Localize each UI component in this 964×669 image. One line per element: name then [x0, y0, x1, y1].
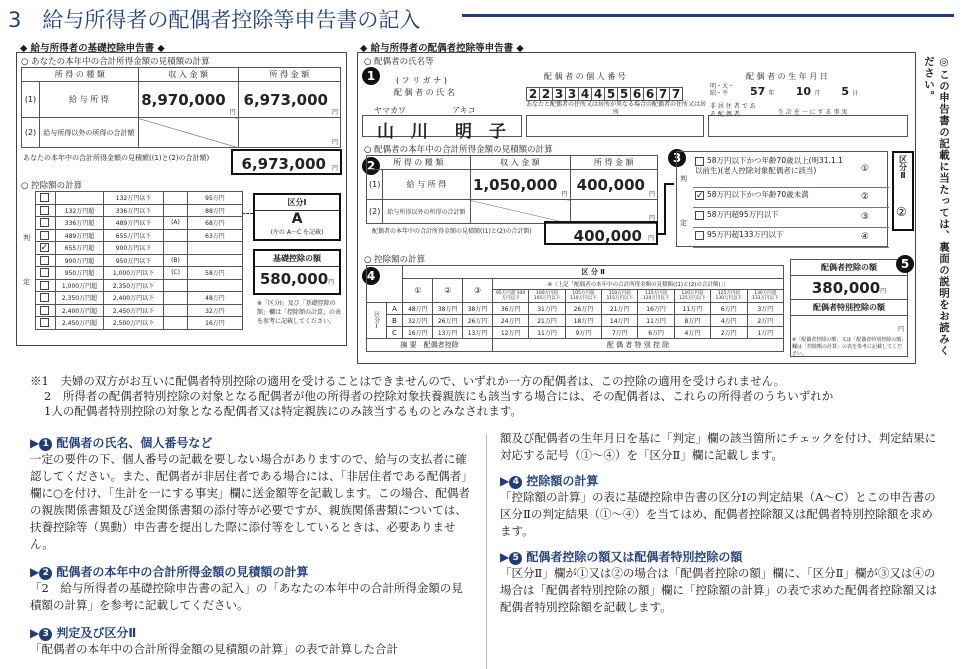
calc-row — [36, 292, 243, 305]
hantei-no: ② — [860, 192, 869, 202]
row-no: (2) — [367, 200, 383, 224]
vertical-note: ◎この申告書の記載に当たっては、裏面の説明をお読みください。 — [923, 56, 950, 357]
calc-value: 26万円 — [463, 315, 493, 327]
note-3: 1人の配偶者特別控除の対象となる配偶者又は特定親族にのみ該当するものとみなされます。 — [44, 404, 522, 418]
calc-row — [367, 303, 784, 315]
name-label: 配 偶 者 の 氏 名 — [394, 88, 455, 97]
section-2-title: 配偶者の本年中の合計所得金額の見積額の計算 — [56, 565, 309, 579]
section-4-title: 控除額の計算 — [526, 474, 599, 488]
calc-value: 4万円 — [674, 327, 710, 339]
marker-5: 5 — [896, 255, 914, 273]
page-title: 3 給与所得者の配偶者控除等申告書の記入 — [8, 8, 421, 32]
calc-upper: 2,500万円以下 — [104, 317, 164, 330]
marker-3: 3 — [668, 149, 686, 167]
section-5-body: 「区分Ⅱ」欄が①又は②の場合は「配偶者控除の額」欄に、「区分Ⅱ」欄が③又は④の場合は「配偶者特別控除の額」欄に「控除額の計算」の表で求めた配偶者控除額又は配偶者特別控除額を記載します。 — [500, 566, 937, 614]
calc-upper: 950万円以下 — [104, 254, 164, 267]
calc-deduct: 68万円 — [188, 217, 243, 230]
kubun1-value: A — [291, 211, 303, 227]
calc-class: (B) — [164, 254, 188, 267]
left-calc-table — [35, 191, 243, 330]
kojin-digit: 3 — [552, 87, 566, 101]
calc-value: 14万円 — [602, 315, 638, 327]
calc-row — [36, 317, 243, 330]
kubun1-box[interactable] — [253, 193, 341, 241]
calc-value: 2万円 — [711, 327, 747, 339]
calc-checkbox[interactable] — [40, 231, 49, 240]
tokubetsu-field[interactable] — [791, 316, 907, 336]
tokubetsu-label: 配偶者特別控除の額 — [791, 300, 907, 316]
calc-value: 48万円 — [403, 303, 433, 315]
kojin-digit: 7 — [656, 87, 670, 101]
calc-value: 2万円 — [747, 315, 784, 327]
address-field[interactable] — [526, 115, 704, 137]
calc-checkbox[interactable] — [40, 293, 49, 302]
calc-value: 26万円 — [433, 315, 463, 327]
calc-upper: 2,400万円以下 — [104, 292, 164, 305]
calc-value: 11万円 — [674, 303, 710, 315]
kojin-digit: 6 — [630, 87, 644, 101]
calc-value: 16万円 — [403, 327, 433, 339]
seikei-field[interactable] — [708, 115, 908, 137]
calc-row — [36, 204, 243, 217]
calc-row — [36, 229, 243, 242]
calc-upper: 1,000万円以下 — [104, 267, 164, 280]
section-1-body: 一定の要件の下、個人番号の記載を要しない場合がありますので、給与の支払者に確認してください。また、配偶者が非居住者である場合には、「非居住者である配偶者」欄に○を付け、「生計を一にする事実」欄に送金額等を記載します。この場合、配偶者の親族関係書類及び送金関係書類の添付等が必要ですが、親族関係書類については、扶養控除等（異動）申告書を提出した際に添付等をしているときは、必要ありません。 — [30, 452, 473, 551]
calc-upper: 2,450万円以下 — [104, 304, 164, 317]
kojin-number-field[interactable] — [526, 83, 682, 102]
calc-class — [164, 304, 188, 317]
right-est-table — [366, 155, 658, 224]
calc-upper: 2,350万円以下 — [104, 279, 164, 292]
calc-range: 950万円超 — [56, 267, 104, 280]
calc-row — [36, 217, 243, 230]
calc-value: 32万円 — [403, 315, 433, 327]
col-header: 収 入 金 額 — [470, 156, 570, 170]
left-total-amount: 6,973,000 — [241, 155, 326, 173]
era-options[interactable]: 明・大・昭・平 — [710, 83, 735, 97]
deduction-box — [790, 259, 908, 357]
sp-amount-value[interactable]: 400,000 — [576, 175, 645, 194]
section-3-heading: ▶ 3 判定及び区分Ⅱ — [30, 626, 137, 640]
seikei-label: 生 計 を 一 に す る 事 実 — [778, 109, 848, 116]
birth-label: 配 偶 者 の 生 年 月 日 — [746, 72, 828, 81]
hantei-text: 95万円超133万円以下 — [707, 230, 784, 239]
left-total-label: あなたの本年中の合計所得金額の見積額((1)と(2)の合計額) — [23, 154, 210, 162]
section-4-body: 「控除額の計算」の表に基礎控除申告書の区分Ⅰの判定結果（A～C）とこの申告書の区分Ⅱの判定結果（①～④）を当てはめ、配偶者控除額又は配偶者特別控除額を求めます。 — [500, 490, 936, 538]
kiso-note: ※「区分Ⅰ」及び「基礎控除の額」欄は「控除額の計算」の表を参考に記載してください。 — [257, 300, 342, 325]
note-2: 2 所得者の配偶者特別控除の対象となる配偶者が他の所得者の控除対象扶養親族にも該当する場合には、その配偶者は、これらの所得者のうちいずれか — [44, 389, 834, 403]
calc-subcol: 110万円超 115万円以下 — [602, 290, 638, 303]
title-rule — [462, 14, 954, 17]
left-form: ○ あなたの本年中の合計所得金額の見積額の計算 所 得 の 種 類 収 入 金 額 所 得 金 額 (1) 給 与 所 得 8,970,000 円 6,973,000 円 (2) 給与所得以外の所得の合計額 円 あなたの本年中の合計所得金額の見積額((1)と(2)の合計額) 6,973,000 円 ○ 控除額の計算 判 定 132万円以下 95万円 132万円超 336万円以下 88万円 336万円超 489万円以下 (A) 68万円 489万円超 655万円以下 63万円 ✓ 655万円超 900万円以下 900万円超 950万円以下 (B) 950万円超 1,000万円以下 (C) 58万円 1,000万円超 2,350万円以下 2,350万円超 2,400万円以下 48万円 2,400万円超 2,450万円以下 32万円 2,450万円超 2,500万円以下 16万円 区分Ⅰ A (左の A～C を記載) 基礎控除の額 580,000円 ※「区分Ⅰ」及び「基礎控除の額」欄は「控除額の計算」の表を参考に記載してください。 — [16, 52, 347, 346]
marker-4-small: 4 — [509, 476, 522, 489]
yen: 円 — [331, 139, 338, 146]
calc-row — [36, 304, 243, 317]
calc-class — [164, 242, 188, 255]
right-calc-grid — [366, 265, 784, 352]
hantei-checkbox[interactable] — [695, 211, 704, 220]
kubun1-label: 区分Ⅰ — [255, 195, 339, 211]
haigu-label: 配偶者控除の額 — [791, 260, 907, 276]
calc-class — [164, 192, 188, 205]
side-han: 判 — [23, 234, 30, 242]
row-no: (1) — [367, 170, 383, 200]
calc-deduct: 95万円 — [188, 192, 243, 205]
calc-checkbox[interactable] — [40, 318, 49, 327]
calc-head-row — [367, 279, 784, 290]
calc-class — [164, 279, 188, 292]
calc-range: 2,400万円超 — [56, 304, 104, 317]
right-calc-table — [366, 265, 784, 352]
marker-2-small: 2 — [39, 567, 52, 580]
calc-class — [164, 229, 188, 242]
calc-value: 3万円 — [747, 303, 784, 315]
right-form-header: ◆ 給与所得者の配偶者控除等申告書 ◆ — [360, 43, 524, 54]
sp-income-value[interactable]: 1,050,000 — [473, 175, 558, 194]
calc-value: 16万円 — [638, 303, 674, 315]
calc-deduct: 48万円 — [188, 292, 243, 305]
haigu-value: 380,000 — [811, 279, 881, 297]
left-column — [30, 434, 474, 658]
row-no: (1) — [22, 82, 40, 118]
hantei-no: ④ — [860, 232, 869, 242]
sp-total-label: 配偶者の本年中の合計所得金額の見積額((1)と(2)の合計額) — [372, 228, 532, 235]
yen: 円 — [561, 191, 568, 198]
calc-value: 11万円 — [529, 327, 565, 339]
row-label: 給与所得以外の所得の合計額 — [383, 200, 470, 224]
calc-row — [36, 267, 243, 280]
calc-value: 31万円 — [529, 303, 565, 315]
yen: 円 — [648, 215, 655, 222]
right-form: ○ 配偶者の氏名等 1 ( フ リ ガ ナ ) 配 偶 者 の 氏 名 ヤマカワ アキコ 山 川 明 子 配 偶 者 の 個 人 番 号 2 2 3 3 4 4 5 5 6 6 7 7 あなたと配偶者の住所又は居所が異なる場合の配偶者の住所又は居所 配 偶 者 の 生 年 月 日 明・大・昭・平 57 年 10 月 5 日 非 居 住 者 で あ る 配 偶 者 生 計 を 一 に す る 事 実 ○ 配偶者の本年中の合計所得金額の見積額の計算 2 所 得 の 種 類 収 入 金 額 所 得 金 額 (1) 給 与 所 得 1,050,000 円 400,000 円 (2) 給与所得以外の所得の合計額 円 配偶者の本年中の合計所得金額の見積額((1)と(2)の合計額) 400,000 円 3 判 定 58万円以下かつ年齢70歳以上(明31.1.1以前生)(老人控除対象配偶者に該当) ① ✓ 58万円以下かつ年齢70歳未満 ② 58万円超95万円以下 ③ 95万円超133万円以下 ④ 区分Ⅱ ② ○ 控除額の計算 4 区 分 Ⅱ ① ② ③ ④（上記「配偶者の本年中の合計所得金額の見積額((1)と(2)の合計額)」） 95万円超 100万円以下 100万円超 105万円以下 105万円超 110万円以下 110万円超 115万円以下 115万円超 120万円以下 120万円超 125万円以下 125万円超 130万円以下 130万円超 133万円以下 区分Ⅰ A 48万円 38万円 38万円 36万円 31万円 26万円 21万円 16万円 11万円 6万円 3万円 B 32万円 26万円 26万円 24万円 21万円 18万円 14万円 11万円 8万円 4万円 2万円 C 16万円 13万円 13万円 12万円 11万円 9万円 7万円 6万円 4万円 2万円 1万円 摘 要 配偶者控除 配 偶 者 特 別 控 除 配偶者控除の額 380,000円 配偶者特別控除の額 円 ※「配偶者控除の額」又は「配偶者特別控除の額」欄は「控除額の計算」の表を参考に記載してください。 5 — [357, 52, 916, 364]
calc-value: 26万円 — [565, 303, 601, 315]
calc-value: 12万円 — [492, 327, 528, 339]
hantei-checkbox[interactable] — [695, 231, 704, 240]
row-label: 給 与 所 得 — [383, 170, 470, 200]
kojin-digit: 2 — [539, 87, 553, 101]
yen: 円 — [229, 109, 236, 116]
hantei-checkbox[interactable]: ✓ — [696, 190, 704, 201]
kojin-label: 配 偶 者 の 個 人 番 号 — [544, 72, 626, 81]
yen: 円 — [647, 235, 654, 242]
kojin-digit: 5 — [604, 87, 618, 101]
section-2-body: 「2 給与所得者の基礎控除申告書の記入」の「あなたの本年中の合計所得金額の見積額の計算」を参考に記載してください。 — [30, 581, 463, 612]
calc-class: (C) — [164, 267, 188, 280]
hantei-row — [693, 228, 889, 248]
footer-left: 摘 要 配偶者控除 — [367, 339, 493, 352]
calc-deduct — [188, 279, 243, 292]
right-column — [500, 430, 940, 616]
kiso-box[interactable] — [253, 249, 341, 295]
calc-class — [164, 204, 188, 217]
income-value[interactable]: 8,970,000 — [141, 90, 226, 109]
calc-kubun: A — [386, 303, 403, 315]
kojin-digit: 6 — [643, 87, 657, 101]
hantei-text: 58万円以下かつ年齢70歳未満 — [707, 190, 809, 199]
calc-upper: 489万円以下 — [104, 217, 164, 230]
calc-value: 18万円 — [565, 315, 601, 327]
sp-est-title: 配偶者の本年中の合計所得金額の見積額の計算 — [374, 145, 553, 155]
kubun2-box[interactable] — [892, 151, 914, 231]
calc-head-row — [367, 266, 784, 279]
haigu-field[interactable] — [791, 276, 907, 300]
kojin-digit: 4 — [578, 87, 592, 101]
calc-class — [164, 292, 188, 305]
section-5-title: 配偶者控除の額又は配偶者特別控除の額 — [526, 550, 743, 564]
calc-value: 21万円 — [529, 315, 565, 327]
calc-range: 1,000万円超 — [56, 279, 104, 292]
hikyojusha-label: 非 居 住 者 で あ る 配 偶 者 — [710, 103, 756, 118]
hantei-box — [676, 151, 888, 247]
calc-checkbox[interactable] — [40, 256, 49, 265]
hantei-no: ③ — [860, 212, 869, 222]
left-calc-grid — [35, 191, 243, 330]
calc-range: 900万円超 — [56, 254, 104, 267]
hantei-text: 58万円以下かつ年齢70歳以上(明31.1.1以前生)(老人控除対象配偶者に該当) — [695, 156, 843, 175]
section-3-title: 判定及び区分Ⅱ — [56, 626, 137, 640]
calc-value: 4万円 — [711, 315, 747, 327]
calc-row — [36, 254, 243, 267]
calc-value: 38万円 — [463, 303, 493, 315]
calc-subcol: 95万円超 100万円以下 — [492, 290, 528, 303]
kubun1-note: (左の A～C を記載) — [270, 229, 324, 236]
calc-checkbox[interactable] — [40, 193, 49, 202]
sp-total-amount: 400,000 — [573, 227, 642, 245]
kubun2-value: ② — [896, 205, 907, 219]
calc-range: 655万円超 — [56, 242, 104, 255]
col-header: 収 入 金 額 — [138, 68, 238, 82]
calc-checkbox[interactable] — [40, 268, 49, 277]
calc-col: ③ — [463, 279, 493, 303]
column-divider — [486, 434, 487, 669]
calc-value: 6万円 — [711, 303, 747, 315]
amount-value[interactable]: 6,973,000 — [243, 90, 328, 109]
sp-calc-title: 控除額の計算 — [374, 255, 426, 265]
birth-date[interactable] — [750, 85, 858, 98]
hantei-row — [693, 154, 889, 188]
calc-range: 2,350万円超 — [56, 292, 104, 305]
hantei-row — [693, 208, 889, 228]
hantei-text: 58万円超95万円以下 — [707, 210, 779, 219]
corner — [367, 266, 403, 303]
yen: 円 — [331, 109, 338, 116]
calc-deduct — [188, 242, 243, 255]
calc-checkbox[interactable] — [40, 306, 49, 315]
birth-day: 5 — [841, 85, 850, 98]
sp-title: 配偶者の氏名等 — [374, 57, 434, 67]
yen: 円 — [880, 288, 887, 295]
hantei-checkbox[interactable] — [695, 157, 704, 166]
calc-value: 38万円 — [433, 303, 463, 315]
calc-subcol: 125万円超 130万円以下 — [711, 290, 747, 303]
calc-value: 24万円 — [492, 315, 528, 327]
row-label: 給与所得以外の所得の合計額 — [40, 118, 139, 148]
addr-label: あなたと配偶者の住所又は居所が異なる場合の配偶者の住所又は居所 — [526, 101, 707, 116]
yen: 円 — [328, 279, 335, 286]
calc-deduct: 58万円 — [188, 267, 243, 280]
section-1-title: 配偶者の氏名、個人番号など — [56, 436, 213, 450]
calc-head2: ④（上記「配偶者の本年中の合計所得金額の見積額((1)と(2)の合計額)」） — [492, 279, 783, 290]
calc-value: 6万円 — [638, 327, 674, 339]
section-2-heading: ▶ 2 配偶者の本年中の合計所得金額の見積額の計算 — [30, 565, 309, 579]
calc-subcol: 130万円超 133万円以下 — [747, 290, 784, 303]
marker-5-small: 5 — [509, 552, 522, 565]
kiso-value: 580,000 — [259, 270, 329, 288]
col-header: 所 得 金 額 — [238, 68, 340, 82]
calc-row — [367, 315, 784, 327]
sp-total-box[interactable] — [544, 221, 658, 245]
marker-4: 4 — [362, 267, 380, 285]
calc-range: 2,450万円超 — [56, 317, 104, 330]
hantei-row — [693, 188, 889, 208]
calc-value: 11万円 — [638, 315, 674, 327]
kojin-digit: 7 — [669, 87, 683, 101]
left-est-table — [21, 67, 341, 148]
side-tei: 定 — [23, 278, 30, 286]
right-note: ※「配偶者控除の額」又は「配偶者特別控除の額」欄は「控除額の計算」の表を参考に記載してください。 — [792, 337, 904, 357]
section-4-heading: ▶ 4 控除額の計算 — [500, 474, 599, 488]
calc-deduct: 32万円 — [188, 304, 243, 317]
calc-value: 13万円 — [433, 327, 463, 339]
calc-value: 9万円 — [565, 327, 601, 339]
kubun-side: 区分Ⅰ — [367, 303, 387, 339]
gatsu: 月 — [814, 90, 821, 97]
note-1: ※1 夫婦の双方がお互いに配偶者特別控除の適用を受けることはできませんので、いずれか一方の配偶者は、この控除の適用を受けられません。 — [30, 374, 786, 388]
hantei-tei: 定 — [680, 219, 687, 227]
kubun2-label: 区分Ⅱ — [898, 155, 908, 180]
calc-kubun: C — [386, 327, 403, 339]
left-est-title: あなたの本年中の合計所得金額の見積額の計算 — [31, 57, 210, 67]
calc-range — [56, 192, 104, 205]
kojin-digit: 4 — [591, 87, 605, 101]
col-header: 所 得 金 額 — [570, 156, 658, 170]
furigana-mei: アキコ — [452, 106, 476, 115]
marker-1-small: 1 — [39, 438, 52, 451]
yen: 円 — [897, 326, 904, 333]
furigana-sei: ヤマカワ — [374, 106, 406, 115]
diagonal-cell — [138, 118, 238, 148]
kojin-digit: 5 — [617, 87, 631, 101]
furigana-label: ( フ リ ガ ナ ) — [396, 76, 447, 85]
calc-range: 132万円超 — [56, 204, 104, 217]
col-header: 所 得 の 種 類 — [22, 68, 139, 82]
hantei-no: ① — [860, 164, 869, 174]
left-total-box[interactable] — [231, 149, 342, 175]
hantei-han: 判 — [680, 175, 687, 183]
left-calc-title: 控除額の計算 — [31, 181, 83, 191]
calc-upper: 655万円以下 — [104, 229, 164, 242]
marker-2: 2 — [362, 157, 380, 175]
calc-range: 336万円超 — [56, 217, 104, 230]
marker-1: 1 — [362, 67, 380, 85]
section-5-heading: ▶ 5 配偶者控除の額又は配偶者特別控除の額 — [500, 550, 743, 564]
calc-value: 8万円 — [674, 315, 710, 327]
calc-deduct: 63万円 — [188, 229, 243, 242]
yen: 円 — [331, 165, 338, 172]
name-mei: 明 子 — [455, 122, 506, 142]
calc-deduct — [188, 254, 243, 267]
calc-checkbox[interactable] — [40, 206, 49, 215]
col-header: 所 得 の 種 類 — [367, 156, 471, 170]
calc-checkbox[interactable] — [40, 281, 49, 290]
calc-kubun: B — [386, 315, 403, 327]
calc-subcol: 100万円超 105万円以下 — [529, 290, 565, 303]
calc-subcol: 105万円超 110万円以下 — [565, 290, 601, 303]
footer-right: 配 偶 者 特 別 控 除 — [492, 339, 783, 352]
calc-subcol: 120万円超 125万円以下 — [674, 290, 710, 303]
name-sei: 山 川 — [377, 122, 428, 142]
kojin-digit: 2 — [526, 87, 540, 101]
spouse-name-field[interactable] — [362, 115, 522, 142]
kiso-label: 基礎控除の額 — [255, 251, 339, 267]
calc-footer-row — [367, 339, 784, 352]
marker-3-small: 3 — [39, 628, 52, 641]
left-form-header: ◆ 給与所得者の基礎控除申告書 ◆ — [20, 43, 165, 54]
section-1-heading: ▶ 1 配偶者の氏名、個人番号など — [30, 436, 213, 450]
calc-value: 13万円 — [463, 327, 493, 339]
calc-upper: 900万円以下 — [104, 242, 164, 255]
row-label: 給 与 所 得 — [40, 82, 139, 118]
calc-checkbox[interactable]: ✓ — [40, 243, 49, 254]
calc-class: (A) — [164, 217, 188, 230]
nichi: 日 — [852, 90, 859, 97]
calc-deduct: 16万円 — [188, 317, 243, 330]
calc-class — [164, 317, 188, 330]
calc-value: 21万円 — [602, 303, 638, 315]
calc-row — [367, 327, 784, 339]
calc-upper: 132万円以下 — [104, 192, 164, 205]
calc-value: 36万円 — [492, 303, 528, 315]
birth-year: 57 — [750, 85, 766, 98]
yen: 円 — [648, 191, 655, 198]
notes — [30, 374, 950, 419]
section-3-body-cont: 額及び配偶者の生年月日を基に「判定」欄の該当箇所にチェックを付け、判定結果に対応する記号（①～④）を「区分Ⅱ」欄に記載します。 — [500, 431, 937, 462]
row-no: (2) — [22, 118, 40, 148]
birth-month: 10 — [795, 85, 812, 98]
calc-row — [36, 192, 243, 205]
calc-value: 1万円 — [747, 327, 784, 339]
nen: 年 — [768, 90, 775, 97]
calc-col: ② — [433, 279, 463, 303]
calc-col: ① — [403, 279, 433, 303]
calc-subcol: 115万円超 120万円以下 — [638, 290, 674, 303]
calc-row — [36, 279, 243, 292]
calc-value: 7万円 — [602, 327, 638, 339]
diagonal-cell — [470, 200, 570, 224]
calc-row — [36, 242, 243, 255]
calc-head: 区 分 Ⅱ — [403, 266, 784, 279]
kojin-digit: 3 — [565, 87, 579, 101]
calc-upper: 336万円以下 — [104, 204, 164, 217]
calc-checkbox[interactable] — [40, 218, 49, 227]
calc-deduct: 88万円 — [188, 204, 243, 217]
section-3-body: 「配偶者の本年中の合計所得金額の見積額の計算」の表で計算した合計 — [30, 642, 398, 656]
calc-range: 489万円超 — [56, 229, 104, 242]
